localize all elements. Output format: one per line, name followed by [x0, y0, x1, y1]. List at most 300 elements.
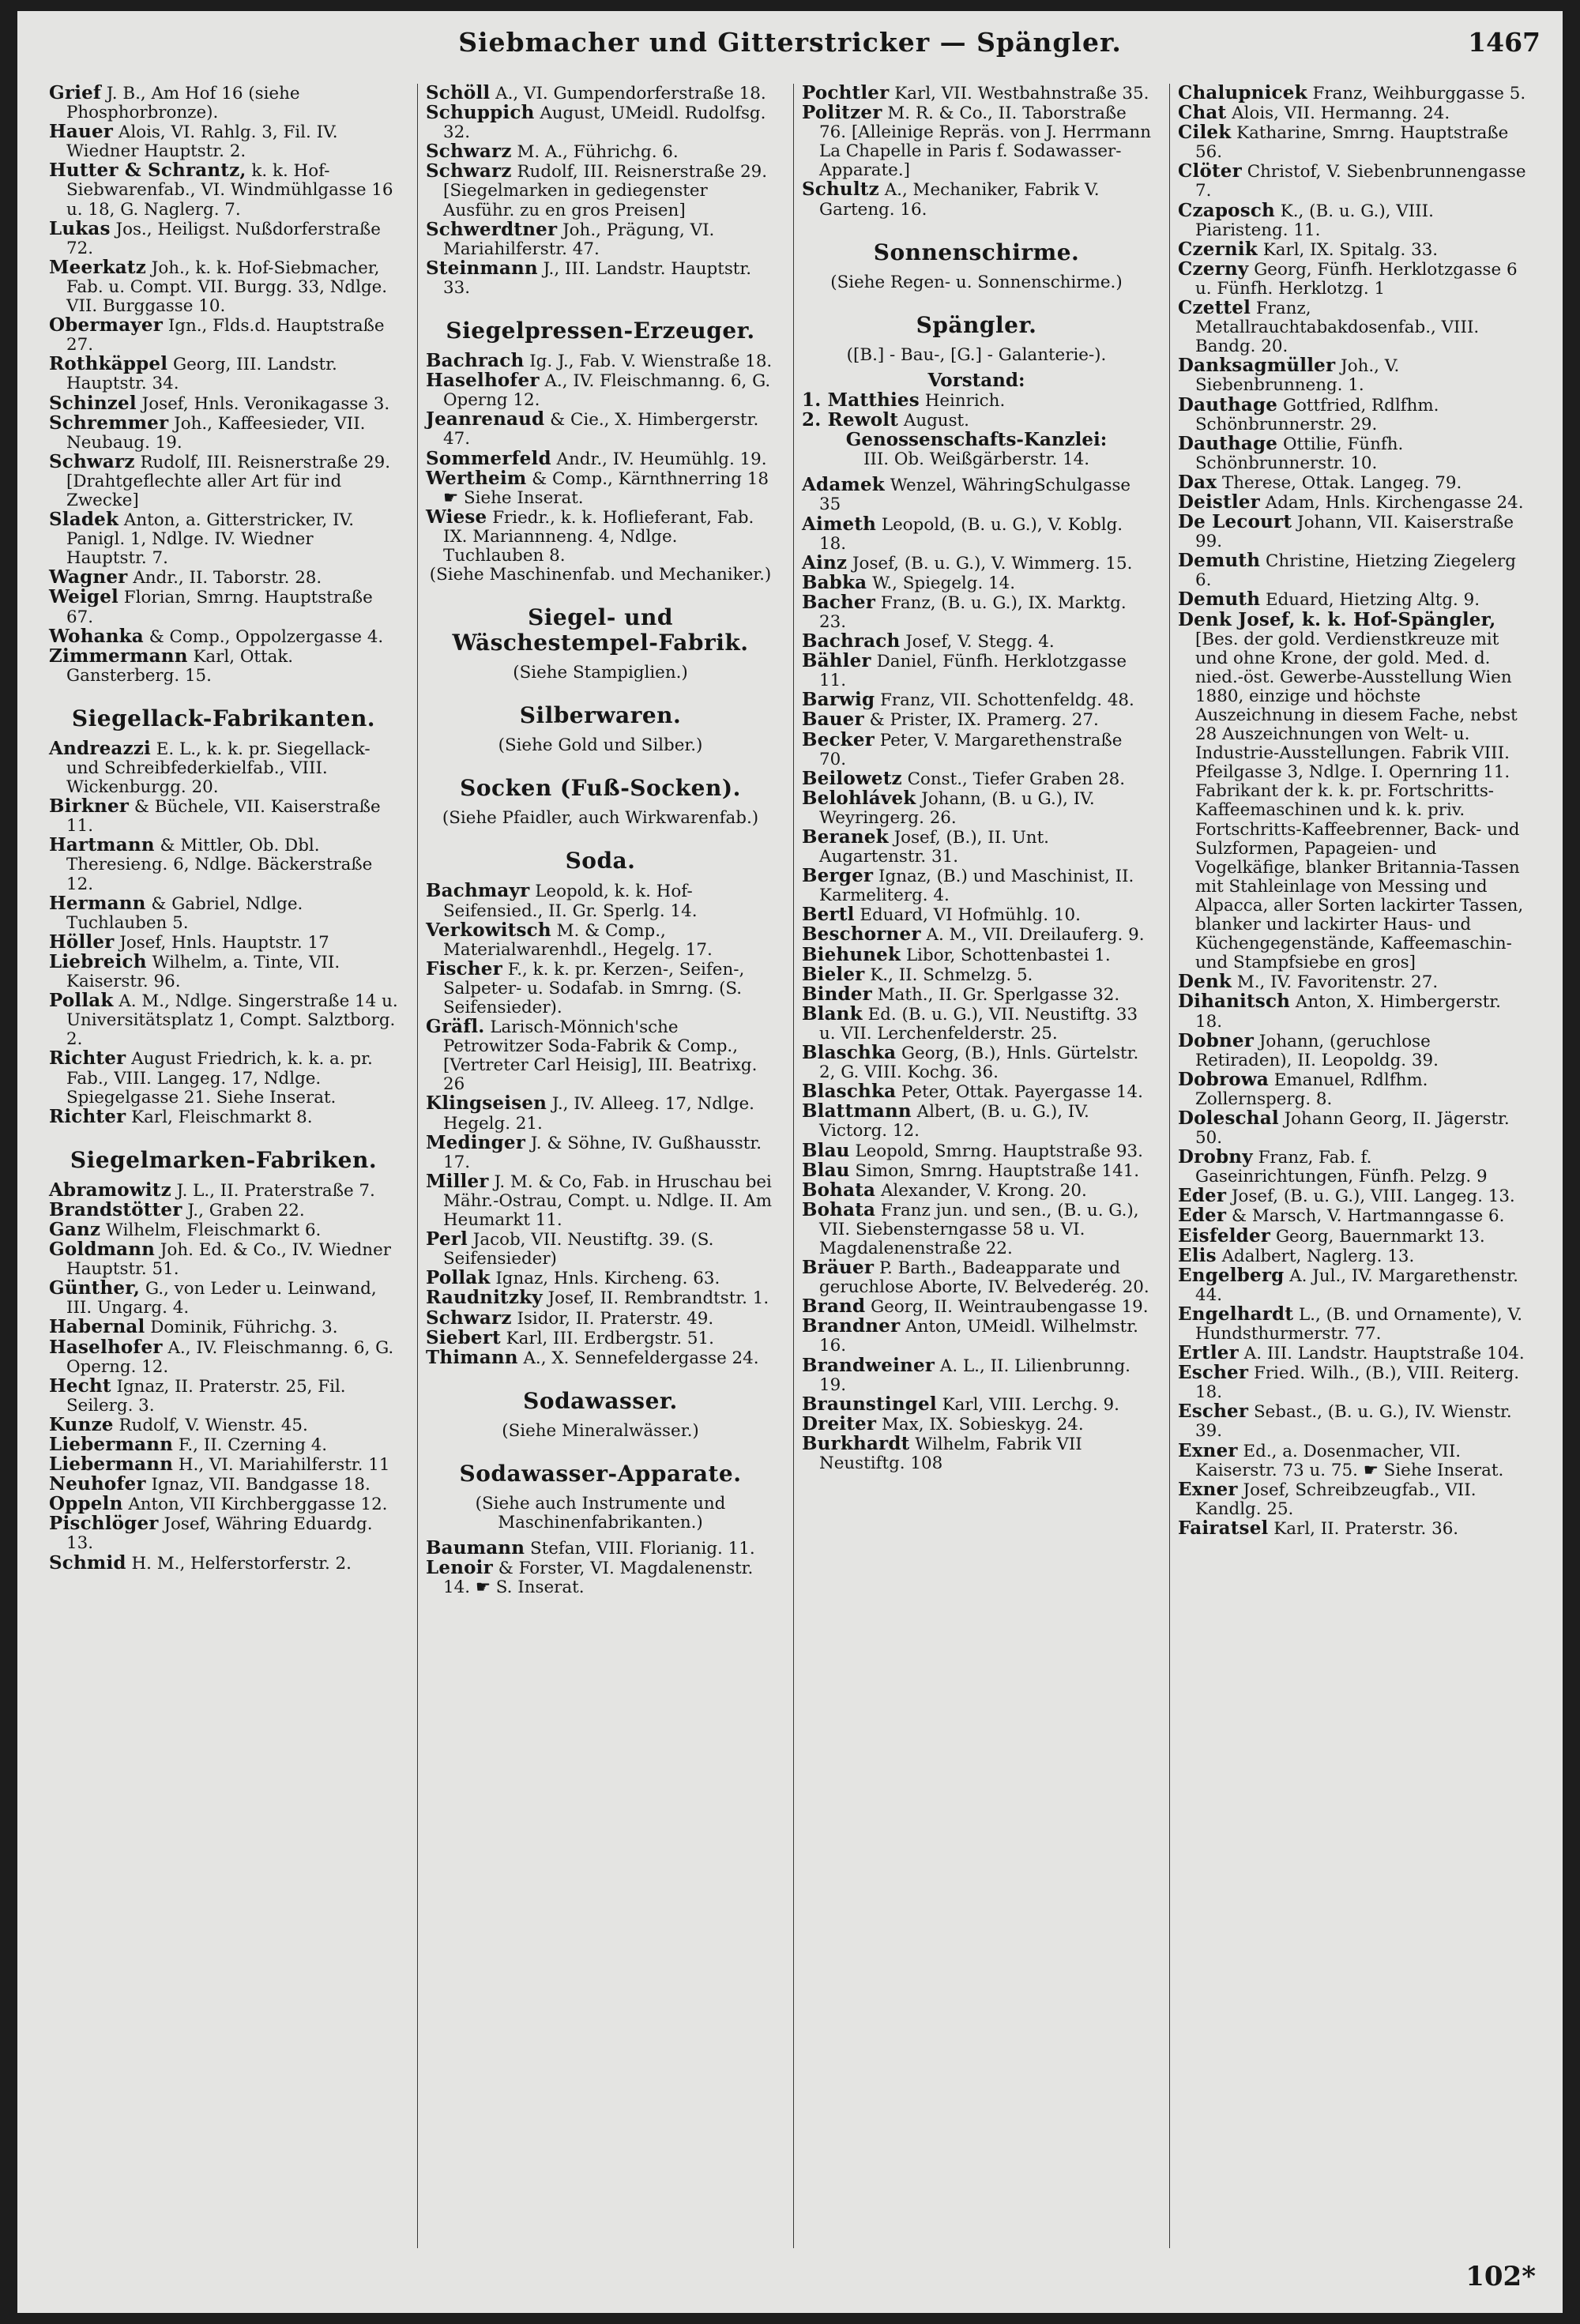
entry-details: A. III. Landstr. Hauptstraße 104. [1243, 1344, 1525, 1364]
entry-details: Peter, Ottak. Payergasse 14. [901, 1082, 1143, 1103]
directory-entry [49, 1220, 398, 1240]
directory-entry [1178, 1148, 1527, 1186]
entry-name: Blau [802, 1139, 850, 1161]
entry-details: Math., II. Gr. Sperlgasse 32. [877, 984, 1120, 1005]
entry-details: Karl, Fleischmarkt 8. [131, 1107, 313, 1127]
entry-details: Wilhelm, a. Tinte, VII. Kaiserstr. 96. [66, 952, 340, 992]
directory-entry [49, 1049, 398, 1107]
directory-entry [1178, 1206, 1527, 1226]
entry-name: 1. Matthies [802, 389, 920, 411]
directory-entry [802, 828, 1151, 867]
directory-entry [802, 1317, 1151, 1356]
cross-reference: (Siehe Mineralwässer.) [502, 1420, 699, 1441]
directory-entry [49, 950, 398, 992]
directory-entry [802, 1102, 1151, 1141]
directory-entry [1178, 1029, 1527, 1070]
entry-name: Dobrowa [1178, 1068, 1269, 1090]
entry-name: Haselhofer [49, 1336, 163, 1358]
directory-entry [802, 411, 1151, 431]
entry-name: Berger [802, 865, 874, 887]
directory-entry [802, 789, 1151, 828]
directory-entry [49, 355, 398, 393]
directory-entry [49, 1318, 398, 1337]
subheading-text: Vorstand: [927, 369, 1025, 391]
entry-name: Denk [1178, 971, 1232, 993]
entry-details: Karl, VIII. Lerchg. 9. [942, 1394, 1119, 1415]
entry-name: Belohlávek [802, 787, 916, 809]
entry-name: Thimann [426, 1346, 518, 1368]
entry-name: Hermann [49, 892, 146, 914]
entry-name: Bohata [802, 1179, 876, 1201]
directory-entry [1178, 1186, 1527, 1206]
directory-entry [49, 1455, 398, 1475]
entry-name: Beilowetz [802, 767, 902, 789]
entry-name: Hutter & Schrantz, [49, 160, 246, 182]
directory-entry [49, 991, 398, 1049]
entry-details: J., Graben 22. [187, 1200, 305, 1220]
directory-entry [1178, 434, 1527, 473]
entry-name: Dreiter [802, 1412, 877, 1435]
entry-name: Dobner [1178, 1029, 1255, 1051]
entry-name: Perl [426, 1228, 468, 1250]
directory-entry [49, 1475, 398, 1495]
directory-entry [49, 161, 398, 219]
entry-details: & Forster, VI. Magdalenenstr. 14. ☛ S. Inserat. [443, 1559, 754, 1598]
entry-details: Libor, Schottenbastei 1. [905, 945, 1111, 965]
directory-entry [1178, 972, 1527, 992]
directory-entry [802, 84, 1151, 103]
directory-entry [802, 652, 1151, 690]
entry-details: Dominik, Führichg. 3. [150, 1318, 338, 1338]
entry-name: Steinmann [426, 257, 538, 279]
entry-name: Gräfl. [426, 1016, 485, 1038]
directory-entry [1178, 1480, 1527, 1519]
entry-details: Isidor, II. Praterstr. 49. [517, 1308, 714, 1329]
cross-reference: III. Ob. Weißgärberstr. 14. [863, 449, 1090, 470]
entry-name: Andreazzi [49, 737, 151, 759]
entry-name: Goldmann [49, 1239, 156, 1261]
column-3 [793, 84, 1156, 2248]
directory-entry [802, 1356, 1151, 1395]
directory-entry [802, 476, 1151, 514]
entry-details: A. Jul., IV. Margarethenstr. 44. [1195, 1265, 1518, 1305]
entry-name: Adamek [802, 474, 885, 496]
directory-entry [802, 769, 1151, 789]
entry-details: Ed. (B. u. G.), VII. Neustiftg. 33 u. VII. Lerchenfelderstr. 25. [819, 1004, 1138, 1044]
entry-name: Elis [1178, 1244, 1217, 1266]
entry-details: & Comp., Oppolzergasse 4. [149, 626, 384, 647]
directory-entry [426, 1539, 775, 1559]
directory-columns [41, 84, 1542, 2248]
cross-reference: (Siehe Gold und Silber.) [498, 735, 703, 756]
entry-name: Hauer [49, 121, 114, 143]
entry-details: A., Mechaniker, Fabrik V. Garteng. 16. [819, 180, 1100, 220]
entry-name: Beranek [802, 826, 889, 848]
directory-entry [49, 316, 398, 355]
entry-name: Bacher [802, 591, 876, 613]
entry-details: Karl, Ottak. Gansterberg. 15. [66, 646, 294, 686]
directory-entry [49, 1107, 398, 1127]
directory-entry [802, 103, 1151, 180]
entry-name: Engelberg [1178, 1264, 1285, 1286]
directory-entry [1178, 608, 1527, 973]
directory-entry [426, 259, 775, 298]
directory-entry [802, 1198, 1151, 1258]
directory-entry [49, 450, 398, 510]
directory-entry [426, 957, 775, 1017]
entry-details: A., VI. Gumpendorferstraße 18. [495, 84, 766, 103]
entry-name: Abramowitz [49, 1179, 171, 1201]
directory-entry [49, 1495, 398, 1514]
entry-details: A., X. Sennefeldergasse 24. [523, 1348, 759, 1368]
entry-name: Exner [1178, 1439, 1238, 1461]
directory-entry [49, 510, 398, 568]
directory-page [17, 11, 1563, 2313]
entry-details: Georg, Bauernmarkt 13. [1275, 1226, 1485, 1247]
entry-name: Kunze [49, 1413, 114, 1435]
directory-entry [426, 1326, 775, 1348]
directory-entry [1178, 299, 1527, 356]
entry-details: A., IV. Fleischmanng. 6, G. Operng 12. [443, 371, 771, 411]
entry-name: Höller [49, 931, 115, 953]
entry-name: Neuhofer [49, 1473, 146, 1495]
entry-name: Dihanitsch [1178, 991, 1291, 1013]
entry-details: H., VI. Mariahilferstr. 11 [178, 1455, 390, 1476]
directory-entry [1178, 1305, 1527, 1344]
entry-name: Brandstötter [49, 1198, 182, 1220]
entry-name: Schultz [802, 179, 879, 201]
entry-name: Beschorner [802, 923, 921, 946]
entry-details: Alois, VII. Hermanng. 24. [1232, 103, 1450, 124]
directory-entry [802, 1395, 1151, 1415]
directory-entry [49, 217, 398, 258]
entry-name: Habernal [49, 1316, 145, 1338]
entry-details: Friedr., k. k. Hoflieferant, Fab. IX. Mariannneng. 4, Ndlge. Tuchlauben 8. [443, 507, 754, 566]
entry-name: Clöter [1178, 160, 1242, 182]
directory-entry [49, 836, 398, 893]
entry-details: Ig. J., Fab. V. Wienstraße 18. [529, 352, 773, 372]
entry-details: Adam, Hnls. Kirchengasse 24. [1265, 492, 1524, 513]
section-heading: Siegel- und Wäschestempel-Fabrik. [452, 604, 749, 656]
entry-details: Ignaz, Hnls. Kircheng. 63. [495, 1269, 720, 1289]
entry-name: Hecht [49, 1374, 111, 1397]
entry-name: Aimeth [802, 513, 877, 535]
entry-name: Braunstingel [802, 1393, 937, 1415]
directory-entry [802, 728, 1151, 769]
entry-details: Josef, Schreibzeugfab., VII. Kandlg. 25. [1195, 1480, 1477, 1519]
section-heading: Siegellack-Fabrikanten. [71, 705, 376, 731]
entry-name: 2. Rewolt [802, 409, 899, 431]
directory-entry [426, 1017, 775, 1094]
directory-entry [426, 371, 775, 410]
entry-name: Richter [49, 1105, 126, 1127]
entry-details: F., II. Czerning 4. [178, 1435, 328, 1455]
entry-name: Bauer [802, 709, 864, 731]
entry-name: Günther, [49, 1277, 141, 1299]
entry-details: Karl, VII. Westbahnstraße 35. [894, 84, 1149, 103]
directory-entry [802, 573, 1151, 593]
entry-details: Andr., II. Taborstr. 28. [133, 568, 322, 589]
entry-name: Raudnitzky [426, 1287, 543, 1309]
entry-details: A., IV. Fleischmanng. 6, G. Operng. 12. [66, 1337, 394, 1377]
entry-name: Blau [802, 1159, 850, 1181]
section-heading: Spängler. [916, 311, 1037, 338]
section-heading: Siegelpressen-Erzeuger. [446, 318, 755, 344]
entry-name: Hartmann [49, 834, 155, 856]
directory-entry [49, 1279, 398, 1318]
directory-entry [802, 1412, 1151, 1435]
directory-entry [49, 894, 398, 933]
directory-entry [1178, 84, 1527, 103]
entry-details: k. k. Hof-Siebwarenfab., VI. Windmühlgasse 16 u. 18, G. Naglerg. 7. [66, 161, 393, 220]
directory-entry [49, 84, 398, 122]
entry-name: Schinzel [49, 392, 137, 414]
entry-details: Wilhelm, Fabrik VII Neustiftg. 108 [819, 1434, 1082, 1473]
directory-entry [802, 985, 1151, 1005]
entry-name: Pischlöger [49, 1513, 159, 1535]
entry-name: Wagner [49, 566, 128, 589]
entry-name: Liebreich [49, 950, 147, 972]
entry-name: Eder [1178, 1205, 1227, 1227]
entry-details: Georg, (B.), Hnls. Gürtelstr. 2, G. VIII. Kochg. 36. [819, 1044, 1139, 1083]
directory-entry [802, 551, 1151, 573]
directory-entry [49, 1514, 398, 1553]
directory-entry [802, 391, 1151, 411]
entry-name: Bieler [802, 963, 865, 985]
entry-details: Karl, III. Erdbergstr. 51. [506, 1328, 714, 1348]
directory-entry [1178, 1363, 1527, 1402]
cross-reference: (Siehe Maschinenfab. und Mechaniker.) [429, 565, 772, 585]
entry-details: J. L., II. Praterstraße 7. [176, 1180, 375, 1201]
entry-name: Chalupnicek [1178, 84, 1307, 103]
entry-details: Const., Tiefer Graben 28. [907, 769, 1125, 789]
directory-entry [802, 1297, 1151, 1317]
directory-entry [1178, 1244, 1527, 1266]
entry-name: Pollak [49, 990, 114, 1012]
entry-details: Joh., V. Siebenbrunneng. 1. [1195, 356, 1400, 396]
entry-name: Lukas [49, 217, 111, 239]
entry-name: Escher [1178, 1362, 1249, 1384]
entry-details: Georg, III. Landstr. Hauptstr. 34. [66, 355, 337, 394]
entry-details: J. M. & Co, Fab. in Hruschau bei Mähr.-Ostrau, Compt. u. Ndlge. II. Am Heumarkt 11. [443, 1171, 773, 1231]
entry-name: Rothkäppel [49, 353, 168, 375]
entry-details: Leopold, Smrng. Hauptstraße 93. [855, 1141, 1143, 1161]
entry-details: Albert, (B. u. G.), IV. Victorg. 12. [819, 1102, 1089, 1141]
entry-name: Bachrach [802, 630, 901, 652]
entry-details: M. A., Führichg. 6. [517, 142, 679, 163]
entry-details: & Comp., Kärnthnerring 18 ☛ Siehe Inserat. [443, 468, 769, 508]
entry-details: & Büchele, VII. Kaiserstraße 11. [66, 797, 381, 837]
entry-details: Joh., Prägung, VI. Mariahilferstr. 47. [443, 220, 715, 259]
entry-name: Schremmer [49, 412, 169, 434]
entry-name: Oppeln [49, 1493, 123, 1515]
cross-reference: (Siehe Stampiglien.) [513, 663, 688, 683]
directory-entry [426, 449, 775, 469]
entry-name: Drobny [1178, 1146, 1253, 1168]
entry-details: [Bes. der gold. Verdienstkreuze mit und ohne Krone, der gold. Med. d. nied.-öst. Gewerbe-Ausstellung Wien 1880, einzige und höchste Auszeichnung in diesem Fache, nebst 28 Auszeichnungen von Welt- u. Industrie-Ausstellungen. Fabrik VIII. Pfeilgasse 3, Ndlge. I. Opernring 11. Fabrikant der k. k. pr. Fortschritts-Kaffeemaschinen und k. k. priv. Fortschritts-Kaffeebrenner, Back- und Sulzformen, Papageien- und Vogelkäfige, blanker Britannia-Tassen mit Stahleinlage von Messing und Alpacca, aller Sorten lackirter Tassen, blanker und lackirter Haus- und Küchengegenstände, Kaffeemaschin- und Stampfsiebe en gros] [1195, 629, 1524, 973]
directory-entry [49, 1374, 398, 1416]
directory-entry [49, 797, 398, 836]
directory-entry [49, 1413, 398, 1435]
entry-details: J., IV. Alleeg. 17, Ndlge. Hegelg. 21. [443, 1094, 754, 1134]
entry-name: Eisfelder [1178, 1224, 1271, 1247]
entry-details: E. L., k. k. pr. Siegellack- und Schreibfederkielfab., VIII. Wickenburgg. 20. [66, 739, 371, 798]
entry-name: Baumann [426, 1537, 525, 1559]
entry-name: Grief [49, 84, 102, 103]
entry-details: Christine, Hietzing Ziegelerg 6. [1195, 551, 1516, 591]
directory-entry [426, 508, 775, 566]
entry-details: Christof, V. Siebenbrunnengasse 7. [1195, 162, 1526, 201]
entry-details: Josef, V. Stegg. 4. [905, 632, 1055, 652]
entry-name: Engelhardt [1178, 1303, 1294, 1325]
directory-entry [802, 1161, 1151, 1181]
entry-name: Ainz [802, 551, 848, 573]
entry-name: Schmid [49, 1551, 126, 1574]
entry-name: Sommerfeld [426, 447, 551, 469]
directory-entry [802, 925, 1151, 945]
entry-details: Josef, (B. u. G.), V. Wimmerg. 15. [852, 553, 1133, 573]
directory-entry [49, 258, 398, 316]
directory-entry [49, 588, 398, 626]
entry-details: Sebast., (B. u. G.), IV. Wienstr. 39. [1195, 1402, 1512, 1442]
column-4 [1169, 84, 1532, 2248]
directory-entry [1178, 1224, 1527, 1247]
column-1 [41, 84, 403, 2248]
entry-details: Andr., IV. Heumühlg. 19. [556, 449, 767, 469]
entry-name: Brandner [802, 1315, 901, 1337]
entry-details: M. & Comp., Materialwarenhdl., Hegelg. 17. [443, 920, 713, 960]
entry-name: Binder [802, 983, 872, 1005]
entry-name: De Lecourt [1178, 511, 1292, 533]
entry-name: Weigel [49, 586, 118, 608]
directory-entry [49, 933, 398, 953]
entry-name: Politzer [802, 102, 882, 124]
directory-entry [426, 220, 775, 259]
entry-name: Klingseisen [426, 1092, 547, 1115]
entry-name: Bähler [802, 650, 871, 672]
entry-details: Alois, VI. Rahlg. 3, Fil. IV. Wiedner Hauptstr. 2. [66, 122, 338, 162]
entry-details: Johann, (geruchlose Retiraden), II. Leopoldg. 39. [1195, 1031, 1439, 1070]
entry-name: Exner [1178, 1478, 1238, 1500]
entry-details: J. B., Am Hof 16 (siehe Phosphorbronze). [66, 84, 300, 123]
directory-entry [1178, 493, 1527, 513]
entry-details: Eduard, VI Hofmühlg. 10. [860, 905, 1081, 926]
entry-details: Rudolf, III. Reisnerstraße 29. [Drahtgeflechte aller Art für ind Zwecke] [66, 452, 390, 510]
directory-entry [802, 690, 1151, 710]
entry-name: Blaschka [802, 1042, 897, 1064]
entry-details: Joh., Kaffeesieder, VII. Neubaug. 19. [66, 413, 366, 453]
cross-reference: (Siehe auch Instrumente und Maschinenfabrikanten.) [475, 1493, 726, 1532]
entry-details: K., II. Schmelzg. 5. [870, 965, 1033, 985]
entry-details: Adalbert, Naglerg. 13. [1221, 1246, 1415, 1266]
entry-details: Johann, VII. Kaiserstraße 99. [1195, 513, 1514, 552]
cross-reference: (Siehe Pfaidler, auch Wirkwarenfab.) [442, 808, 759, 829]
entry-details: Franz, (B. u. G.), IX. Marktg. 23. [819, 592, 1127, 632]
entry-details: Franz, Weihburggasse 5. [1312, 84, 1526, 103]
entry-details: Anton, VII Kirchberggasse 12. [128, 1495, 388, 1515]
entry-details: P. Barth., Badeapparate und geruchlose Aborte, IV. Belvederég. 20. [819, 1258, 1149, 1298]
entry-name: Schwarz [426, 160, 512, 182]
section-heading: Soda. [565, 848, 636, 874]
entry-name: Schwerdtner [426, 218, 558, 240]
entry-name: Schwarz [49, 450, 135, 472]
entry-details: Ed., a. Dosenmacher, VII. Kaiserstr. 73 u. 75. ☛ Siehe Inserat. [1195, 1441, 1504, 1480]
entry-name: Burkhardt [802, 1432, 910, 1454]
directory-entry [802, 965, 1151, 985]
entry-name: Verkowitsch [426, 919, 551, 941]
directory-entry [1178, 1266, 1527, 1305]
entry-name: Wiese [426, 506, 487, 528]
running-title: Siebmacher und Gitterstricker — Spängler. [458, 27, 1122, 58]
directory-entry [49, 1240, 398, 1279]
entry-details: Therese, Ottak. Langeg. 79. [1221, 472, 1462, 493]
directory-entry [426, 1269, 775, 1288]
entry-details: Josef, Hnls. Hauptstr. 17 [119, 932, 329, 953]
directory-entry [1178, 201, 1527, 240]
entry-details: J., III. Landstr. Hauptstr. 33. [443, 258, 752, 298]
entry-name: Babka [802, 571, 867, 593]
directory-entry [49, 122, 398, 161]
entry-name: Brandweiner [802, 1354, 935, 1376]
directory-entry [426, 103, 775, 142]
entry-details: A. L., II. Lilienbrunng. 19. [819, 1356, 1130, 1395]
directory-entry [426, 1131, 775, 1172]
directory-entry [426, 1288, 775, 1308]
entry-name: Sladek [49, 509, 119, 531]
entry-name: Chat [1178, 102, 1227, 124]
entry-details: Heinrich. [924, 390, 1006, 411]
entry-name: Czernik [1178, 238, 1258, 260]
cross-reference: (Siehe Regen- u. Sonnenschirme.) [830, 272, 1123, 292]
entry-details: Simon, Smrng. Hauptstraße 141. [855, 1160, 1140, 1181]
entry-details: M. R. & Co., II. Taborstraße 76. [Alleinige Repräs. von J. Herrmann La Chapelle in Paris f. Sodawasser-Apparate.] [819, 103, 1151, 181]
entry-details: Ign., Flds.d. Hauptstraße 27. [66, 316, 385, 355]
entry-details: K., (B. u. G.), VIII. Piaristeng. 11. [1195, 201, 1434, 240]
subheading-text: Genossenschafts-Kanzlei: [845, 429, 1108, 451]
entry-name: Schwarz [426, 1307, 512, 1329]
signature-mark: 102* [1465, 2261, 1536, 2292]
directory-entry [802, 593, 1151, 632]
entry-details: Franz, Metallrauchtabakdosenfab., VIII. Bandg. 20. [1195, 299, 1480, 357]
entry-name: Brand [802, 1295, 866, 1318]
entry-name: Obermayer [49, 314, 164, 337]
entry-name: Ertler [1178, 1342, 1239, 1364]
entry-name: Haselhofer [426, 370, 540, 392]
entry-name: Eder [1178, 1185, 1227, 1207]
directory-entry [426, 1094, 775, 1133]
entry-name: Lenoir [426, 1557, 493, 1579]
entry-name: Becker [802, 728, 875, 750]
entry-details: Wilhelm, Fleischmarkt 6. [105, 1220, 322, 1240]
entry-details: Peter, V. Margarethenstraße 70. [819, 730, 1123, 769]
section-heading: Siegelmarken-Fabriken. [70, 1146, 378, 1173]
directory-entry [1178, 1519, 1527, 1539]
directory-entry [49, 627, 398, 647]
directory-entry [49, 647, 398, 686]
entry-details: Joh. Ed. & Co., IV. Wiedner Hauptstr. 51. [66, 1240, 391, 1280]
entry-details: Anton, UMeidl. Wilhelmstr. 16. [819, 1317, 1138, 1356]
entry-name: Demuth [1178, 589, 1261, 611]
entry-details: Karl, II. Praterstr. 36. [1273, 1518, 1459, 1539]
entry-details: Karl, IX. Spitalg. 33. [1262, 239, 1439, 260]
directory-entry [426, 410, 775, 449]
entry-details: Georg, Fünfh. Herklotzgasse 6 u. Fünfh. Herklotzg. 1 [1195, 259, 1518, 299]
entry-details: August. [903, 411, 969, 431]
directory-entry [426, 1230, 775, 1269]
entry-details: Rudolf, V. Wienstr. 45. [118, 1415, 308, 1435]
entry-name: Czaposch [1178, 199, 1275, 221]
entry-details: Max, IX. Sobieskyg. 24. [882, 1414, 1084, 1435]
